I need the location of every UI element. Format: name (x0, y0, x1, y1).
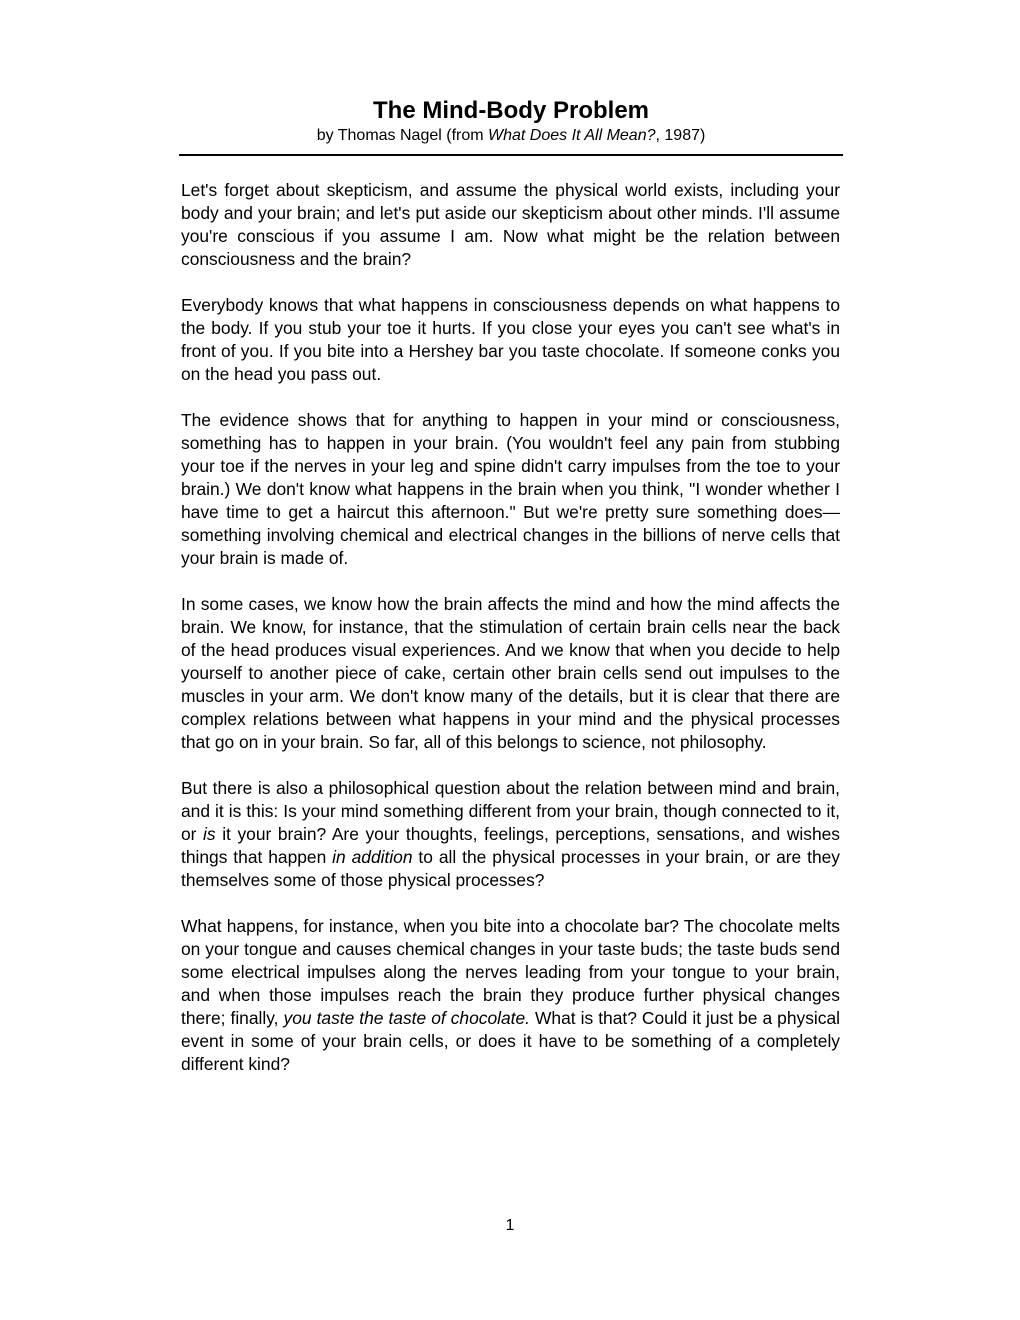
paragraph-4: In some cases, we know how the brain affects the mind and how the mind affects the brain. We know, for instance, that the stimulation of certain brain cells near the back of the head produces visual experiences. And we know that when you decide to help yourself to another piece of cake, certain other brain cells send out impulses to the muscles in your arm. We don't know many of the details, but it is clear that there are complex relations between what happens in your mind and the physical processes that go on in your brain. So far, all of this belongs to science, not philosophy. (181, 594, 840, 752)
page-number: 1 (505, 1217, 515, 1234)
paragraph-6 (181, 915, 840, 1076)
byline-prefix: by Thomas Nagel (from (316, 127, 489, 144)
document-body (181, 179, 840, 1099)
paragraph-5-text-1: But there is also a philosophical question about the relation between mind and brain, and it is this: Is your mind something different from your brain, though connected to it, or (181, 778, 840, 844)
paragraph-6-text-2: What is that? Could it just be a physical event in some of your brain cells, or does it have to be something of a completely different kind? (181, 1008, 841, 1074)
paragraph-6-text-1: What happens, for instance, when you bite into a chocolate bar? The chocolate melts on your tongue and causes chemical changes in your taste buds; the taste buds send some electrical impulses along the nerves leading from your tongue to your brain, and when those impulses reach the brain they produce further physical changes there; finally, (181, 916, 840, 1028)
paragraph-5-emphasis-2: in addition (332, 847, 413, 867)
byline-suffix: , 1987) (655, 127, 706, 144)
document-header (179, 96, 843, 146)
paragraph-1: Let's forget about skepticism, and assume the physical world exists, including your body and your brain; and let's put aside our skepticism about other minds. I'll assume you're conscious if you assume I am. Now what might be the relation between consciousness and the brain? (181, 180, 840, 269)
paragraph-5-text-3: to all the physical processes in your brain, or are they themselves some of those physical processes? (181, 847, 840, 890)
byline (179, 126, 843, 146)
paragraph-2: Everybody knows that what happens in consciousness depends on what happens to the body. If you stub your toe it hurts. If you close your eyes you can't see what's in front of you. If you bite into a Hershey bar you taste chocolate. If someone conks you on the head you pass out. (181, 295, 840, 384)
paragraph-5-text-2: it your brain? Are your thoughts, feelings, perceptions, sensations, and wishes things that happen (181, 824, 840, 867)
paragraph-3: The evidence shows that for anything to happen in your mind or consciousness, something has to happen in your brain. (You wouldn't feel any pain from stubbing your toe if the nerves in your leg and spine didn't carry impulses from the toe to your brain.) We don't know what happens in the brain when you think, "I wonder whether I have time to get a haircut this afternoon." But we're pretty sure something does—something involving chemical and electrical changes in the billions of nerve cells that your brain is made of. (181, 410, 840, 568)
paragraph-5 (181, 777, 840, 892)
byline-work-title: What Does It All Mean? (488, 127, 656, 144)
header-divider (179, 154, 843, 156)
paragraph-6-emphasis-1: you taste the taste of chocolate. (283, 1008, 530, 1028)
document-title: The Mind-Body Problem (373, 97, 649, 124)
paragraph-5-emphasis-1: is (203, 824, 216, 844)
